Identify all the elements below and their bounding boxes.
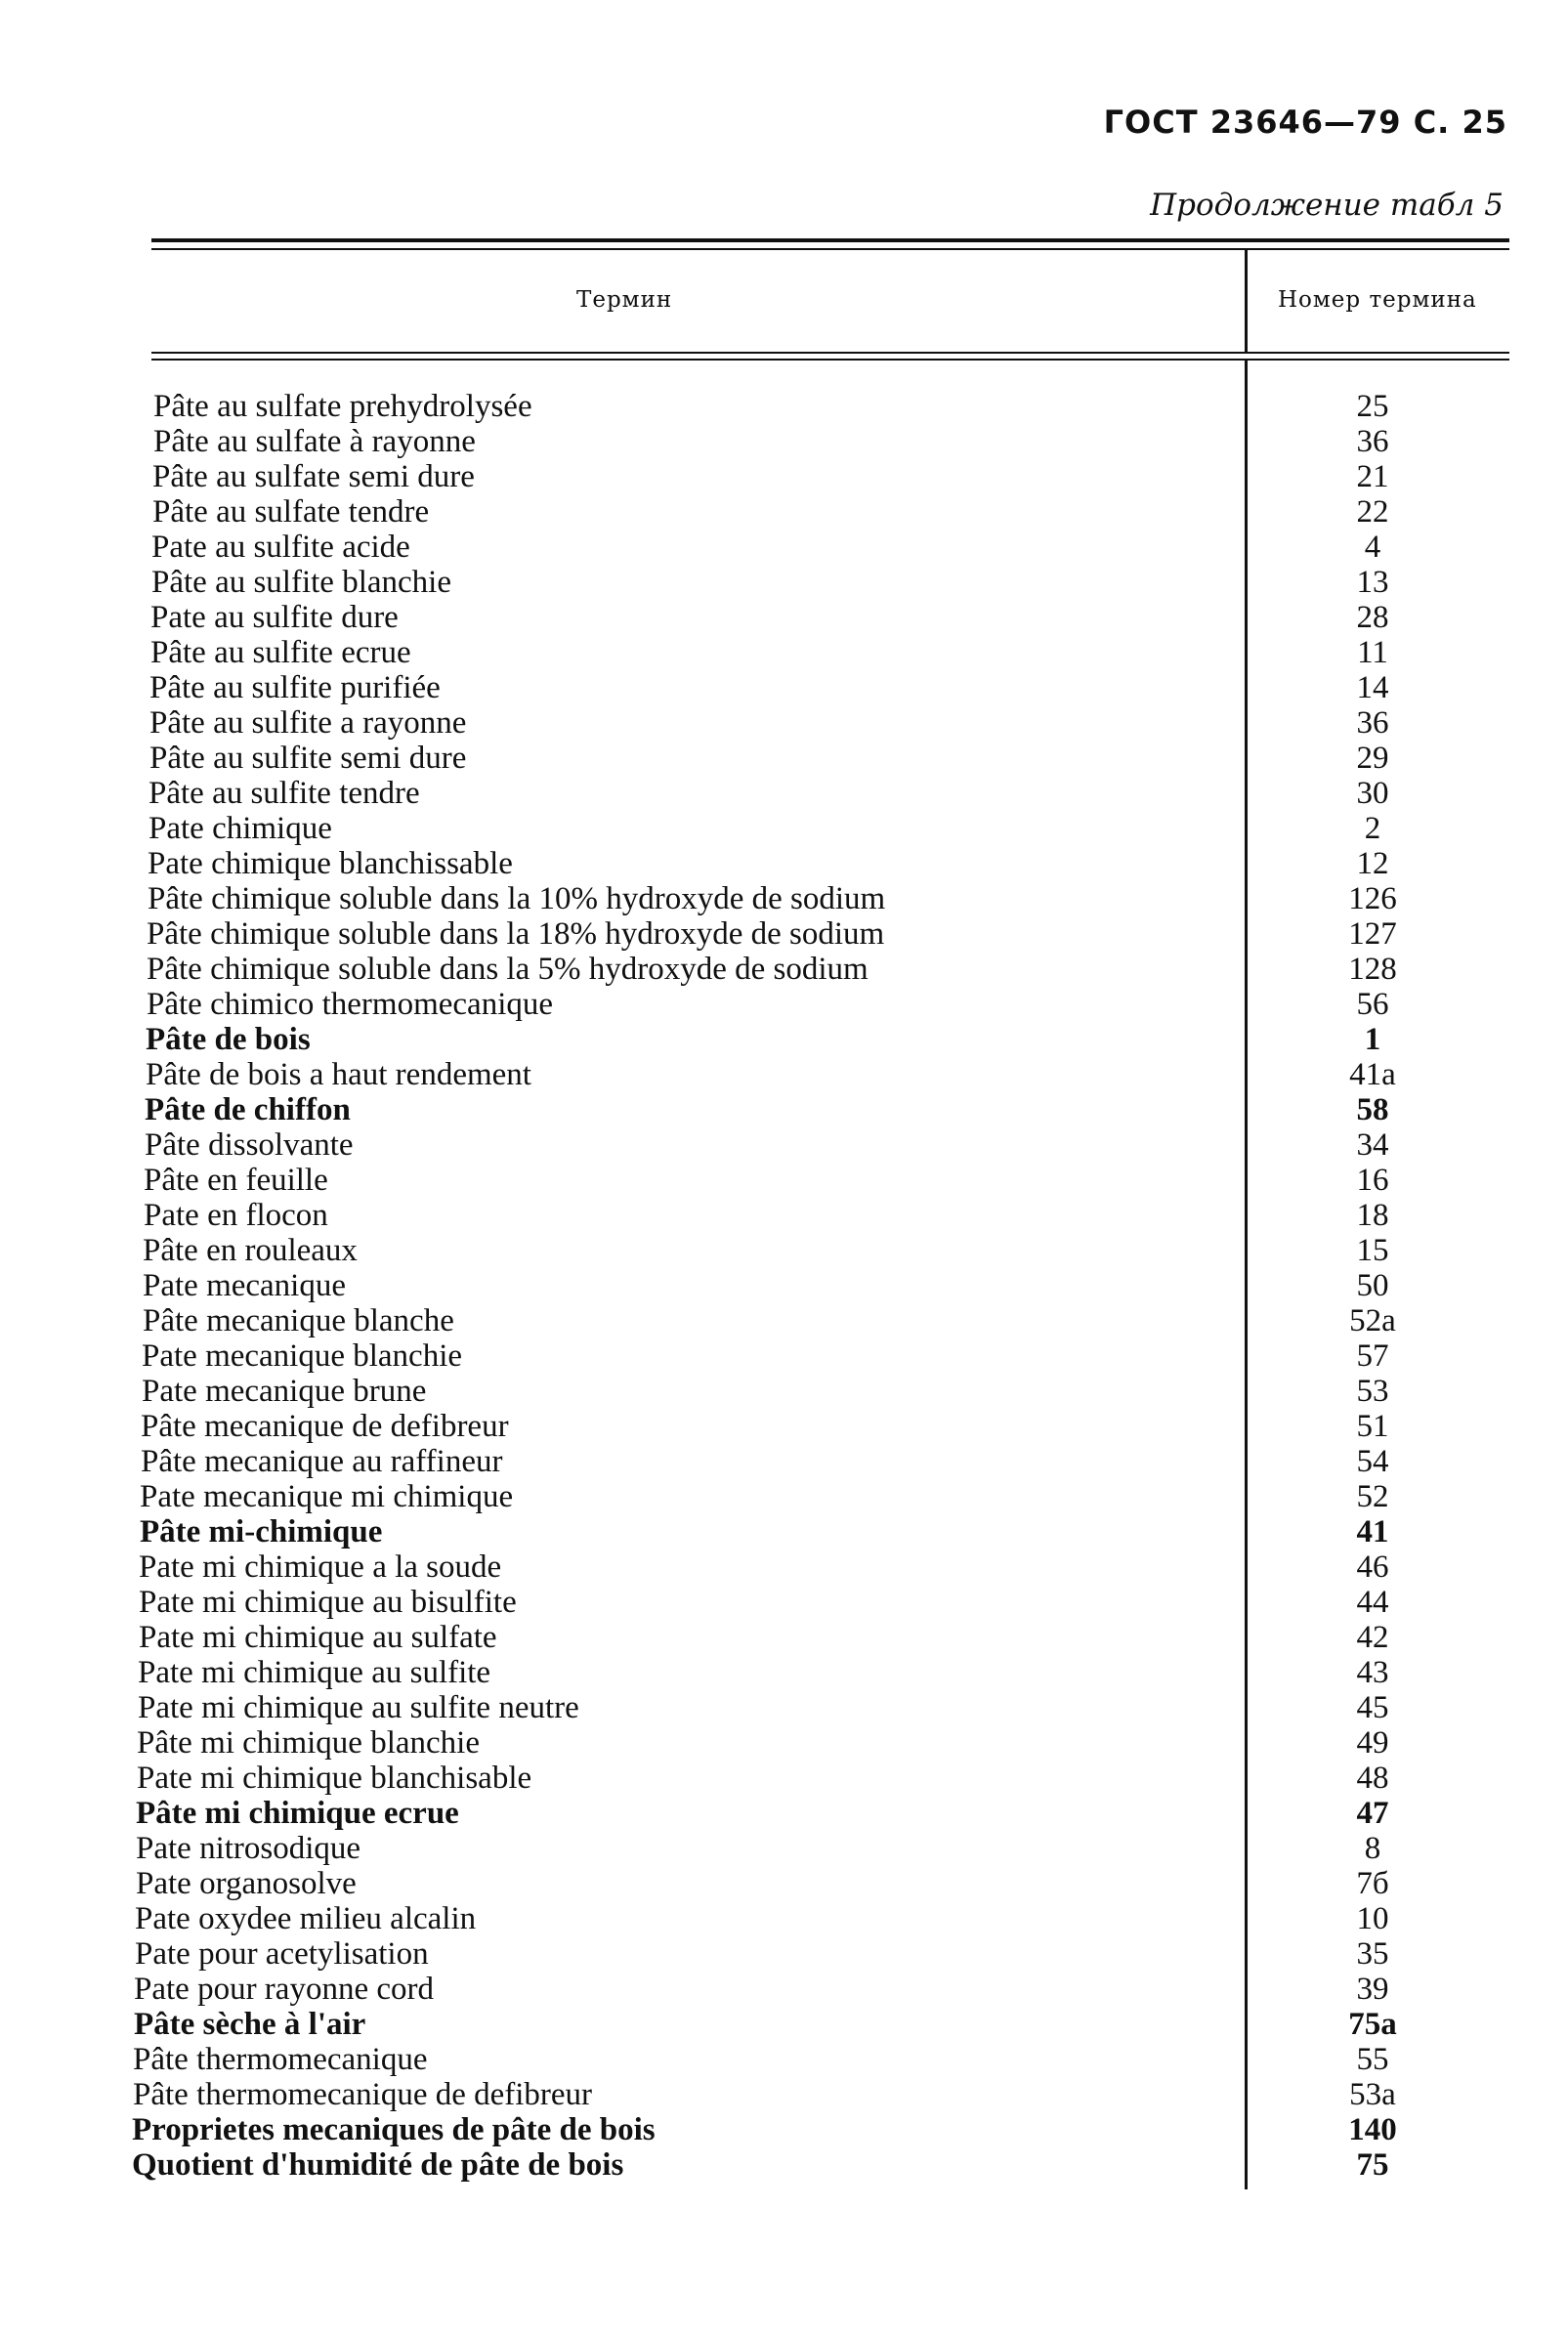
term-text: Pate pour acetylisation bbox=[135, 1936, 429, 1972]
term-text: Pâte chimico thermomecanique bbox=[147, 987, 554, 1022]
term-text: Pate nitrosodique bbox=[136, 1831, 361, 1866]
table-row bbox=[0, 1163, 1568, 1198]
term-text: Pâte chimique soluble dans la 5% hydroxyde de sodium bbox=[147, 952, 869, 987]
term-number: 29 bbox=[1356, 741, 1389, 776]
term-text: Pâte de bois a haut rendement bbox=[146, 1057, 531, 1092]
term-text: Pâte au sulfate semi dure bbox=[152, 459, 475, 494]
table-row bbox=[0, 1761, 1568, 1796]
term-number: 46 bbox=[1356, 1550, 1389, 1585]
term-number: 4 bbox=[1364, 530, 1381, 565]
term-number: 14 bbox=[1356, 670, 1389, 705]
term-number: 13 bbox=[1356, 565, 1389, 600]
term-text: Quotient d'humidité de pâte de bois bbox=[132, 2147, 624, 2183]
table-row bbox=[0, 2042, 1568, 2077]
term-number: 7б bbox=[1356, 1866, 1389, 1901]
table-row bbox=[0, 1972, 1568, 2007]
table-row bbox=[0, 1338, 1568, 1374]
table-row bbox=[0, 2077, 1568, 2112]
header-separator-rule-second bbox=[151, 359, 1509, 361]
term-number: 128 bbox=[1348, 952, 1397, 987]
table-row bbox=[0, 1198, 1568, 1233]
term-text: Proprietes mecaniques de pâte de bois bbox=[132, 2112, 656, 2147]
term-number: 55 bbox=[1356, 2042, 1389, 2077]
term-number: 42 bbox=[1356, 1620, 1389, 1655]
term-number: 39 bbox=[1356, 1972, 1389, 2007]
term-number: 48 bbox=[1356, 1761, 1389, 1796]
term-text: Pate mecanique blanchie bbox=[142, 1338, 463, 1374]
term-number: 47 bbox=[1356, 1796, 1389, 1831]
table-row bbox=[0, 389, 1568, 424]
term-text: Pâte en feuille bbox=[144, 1163, 328, 1198]
table-row bbox=[0, 1725, 1568, 1761]
table-row bbox=[0, 1022, 1568, 1057]
term-text: Pâte au sulfite semi dure bbox=[149, 741, 467, 776]
term-text: Pâte au sulfite blanchie bbox=[151, 565, 451, 600]
term-text: Pâte sèche à l'air bbox=[134, 2007, 366, 2042]
term-number: 12 bbox=[1356, 846, 1389, 881]
term-text: Pâte mecanique au raffineur bbox=[141, 1444, 503, 1479]
term-number: 53a bbox=[1349, 2077, 1396, 2112]
term-text: Pâte dissolvante bbox=[145, 1127, 354, 1163]
term-text: Pate mi chimique au sulfate bbox=[139, 1620, 497, 1655]
term-text: Pâte au sulfite purifiée bbox=[149, 670, 441, 705]
term-number: 140 bbox=[1348, 2112, 1397, 2147]
term-number: 75a bbox=[1348, 2007, 1397, 2042]
table-row bbox=[0, 1127, 1568, 1163]
term-number: 52a bbox=[1349, 1303, 1396, 1338]
term-number: 21 bbox=[1356, 459, 1389, 494]
term-number: 35 bbox=[1356, 1936, 1389, 1972]
table-row bbox=[0, 1268, 1568, 1303]
term-text: Pate mi chimique au sulfite neutre bbox=[138, 1690, 579, 1725]
table-row bbox=[0, 1831, 1568, 1866]
table-row bbox=[0, 1655, 1568, 1690]
term-text: Pâte au sulfate prehydrolysée bbox=[153, 389, 532, 424]
term-number: 43 bbox=[1356, 1655, 1389, 1690]
term-number: 45 bbox=[1356, 1690, 1389, 1725]
table-row bbox=[0, 705, 1568, 741]
term-number: 75 bbox=[1356, 2147, 1389, 2183]
term-number: 44 bbox=[1356, 1585, 1389, 1620]
term-number: 49 bbox=[1356, 1725, 1389, 1761]
table-row bbox=[0, 1866, 1568, 1901]
table-row bbox=[0, 494, 1568, 530]
table-row bbox=[0, 2147, 1568, 2183]
table-row bbox=[0, 1936, 1568, 1972]
table-row bbox=[0, 2007, 1568, 2042]
table-row bbox=[0, 846, 1568, 881]
column-divider-header bbox=[1245, 250, 1248, 352]
term-number: 16 bbox=[1356, 1163, 1389, 1198]
term-text: Pâte chimique soluble dans la 18% hydroxyde de sodium bbox=[147, 916, 885, 952]
table-row bbox=[0, 530, 1568, 565]
term-text: Pâte mecanique de defibreur bbox=[141, 1409, 509, 1444]
table-row bbox=[0, 600, 1568, 635]
term-number: 10 bbox=[1356, 1901, 1389, 1936]
term-number: 11 bbox=[1357, 635, 1388, 670]
term-text: Pâte en rouleaux bbox=[143, 1233, 358, 1268]
term-number: 36 bbox=[1356, 705, 1389, 741]
term-text: Pate chimique bbox=[148, 811, 332, 846]
table-row bbox=[0, 1514, 1568, 1550]
table-row bbox=[0, 952, 1568, 987]
header-separator-rule bbox=[151, 352, 1509, 354]
table-top-rule bbox=[151, 238, 1509, 242]
table-row bbox=[0, 1057, 1568, 1092]
table-row bbox=[0, 565, 1568, 600]
table-row bbox=[0, 916, 1568, 952]
term-number: 127 bbox=[1348, 916, 1397, 952]
table-row bbox=[0, 1479, 1568, 1514]
table-row bbox=[0, 881, 1568, 916]
table-row bbox=[0, 1409, 1568, 1444]
term-number: 58 bbox=[1356, 1092, 1389, 1127]
term-text: Pate mi chimique au bisulfite bbox=[139, 1585, 517, 1620]
term-text: Pâte mi-chimique bbox=[140, 1514, 383, 1550]
term-text: Pâte au sulfate tendre bbox=[152, 494, 430, 530]
term-text: Pate oxydee milieu alcalin bbox=[135, 1901, 477, 1936]
term-number: 52 bbox=[1356, 1479, 1389, 1514]
term-text: Pate au sulfite acide bbox=[151, 530, 410, 565]
term-number: 34 bbox=[1356, 1127, 1389, 1163]
table-row bbox=[0, 1444, 1568, 1479]
term-number: 8 bbox=[1364, 1831, 1381, 1866]
table-row bbox=[0, 741, 1568, 776]
term-number: 126 bbox=[1348, 881, 1397, 916]
term-text: Pate mi chimique a la soude bbox=[139, 1550, 502, 1585]
term-number: 2 bbox=[1364, 811, 1381, 846]
table-row bbox=[0, 459, 1568, 494]
table-row bbox=[0, 670, 1568, 705]
table-row bbox=[0, 987, 1568, 1022]
term-number: 57 bbox=[1356, 1338, 1389, 1374]
term-text: Pâte mecanique blanche bbox=[143, 1303, 454, 1338]
table-row bbox=[0, 1796, 1568, 1831]
term-text: Pâte de chiffon bbox=[145, 1092, 351, 1127]
term-text: Pate chimique blanchissable bbox=[148, 846, 513, 881]
term-text: Pate au sulfite dure bbox=[150, 600, 399, 635]
table-top-rule-thin bbox=[151, 248, 1509, 250]
term-number: 30 bbox=[1356, 776, 1389, 811]
term-text: Pate pour rayonne cord bbox=[134, 1972, 434, 2007]
term-text: Pâte de bois bbox=[146, 1022, 311, 1057]
term-text: Pâte au sulfite tendre bbox=[148, 776, 420, 811]
term-number: 15 bbox=[1356, 1233, 1389, 1268]
term-text: Pate mecanique mi chimique bbox=[140, 1479, 514, 1514]
term-text: Pâte thermomecanique de defibreur bbox=[133, 2077, 593, 2112]
column-header-number: Номер термина bbox=[1278, 287, 1477, 313]
term-text: Pate mecanique brune bbox=[142, 1374, 427, 1409]
term-text: Pâte mi chimique ecrue bbox=[136, 1796, 459, 1831]
term-number: 53 bbox=[1356, 1374, 1389, 1409]
table-row bbox=[0, 811, 1568, 846]
table-row bbox=[0, 1233, 1568, 1268]
term-number: 41a bbox=[1349, 1057, 1396, 1092]
column-header-term: Термин bbox=[576, 287, 673, 313]
term-number: 41 bbox=[1356, 1514, 1389, 1550]
term-number: 18 bbox=[1356, 1198, 1389, 1233]
term-text: Pâte mi chimique blanchie bbox=[137, 1725, 480, 1761]
term-text: Pate mecanique bbox=[143, 1268, 346, 1303]
table-continuation-label: Продолжение табл 5 bbox=[1150, 188, 1504, 223]
term-text: Pate mi chimique au sulfite bbox=[138, 1655, 491, 1690]
standard-code: ГОСТ 23646—79 С. 25 bbox=[1103, 104, 1507, 141]
term-number: 28 bbox=[1356, 600, 1389, 635]
term-text: Pate organosolve bbox=[136, 1866, 357, 1901]
term-number: 54 bbox=[1356, 1444, 1389, 1479]
term-text: Pâte au sulfite a rayonne bbox=[149, 705, 467, 741]
table-row bbox=[0, 1303, 1568, 1338]
table-row bbox=[0, 1374, 1568, 1409]
term-text: Pate en flocon bbox=[144, 1198, 328, 1233]
term-text: Pate mi chimique blanchisable bbox=[137, 1761, 532, 1796]
term-number: 56 bbox=[1356, 987, 1389, 1022]
table-row bbox=[0, 2112, 1568, 2147]
term-text: Pâte thermomecanique bbox=[133, 2042, 428, 2077]
table-row bbox=[0, 1585, 1568, 1620]
term-number: 25 bbox=[1356, 389, 1389, 424]
table-row bbox=[0, 424, 1568, 459]
table-row bbox=[0, 1550, 1568, 1585]
table-row bbox=[0, 1092, 1568, 1127]
term-number: 1 bbox=[1364, 1022, 1381, 1057]
term-text: Pâte au sulfate à rayonne bbox=[153, 424, 476, 459]
term-number: 22 bbox=[1356, 494, 1389, 530]
table-row bbox=[0, 635, 1568, 670]
term-text: Pâte au sulfite ecrue bbox=[150, 635, 411, 670]
table-row bbox=[0, 1901, 1568, 1936]
table-row bbox=[0, 1620, 1568, 1655]
table-row bbox=[0, 776, 1568, 811]
term-text: Pâte chimique soluble dans la 10% hydroxyde de sodium bbox=[148, 881, 886, 916]
term-number: 51 bbox=[1356, 1409, 1389, 1444]
term-number: 50 bbox=[1356, 1268, 1389, 1303]
table-row bbox=[0, 1690, 1568, 1725]
term-number: 36 bbox=[1356, 424, 1389, 459]
